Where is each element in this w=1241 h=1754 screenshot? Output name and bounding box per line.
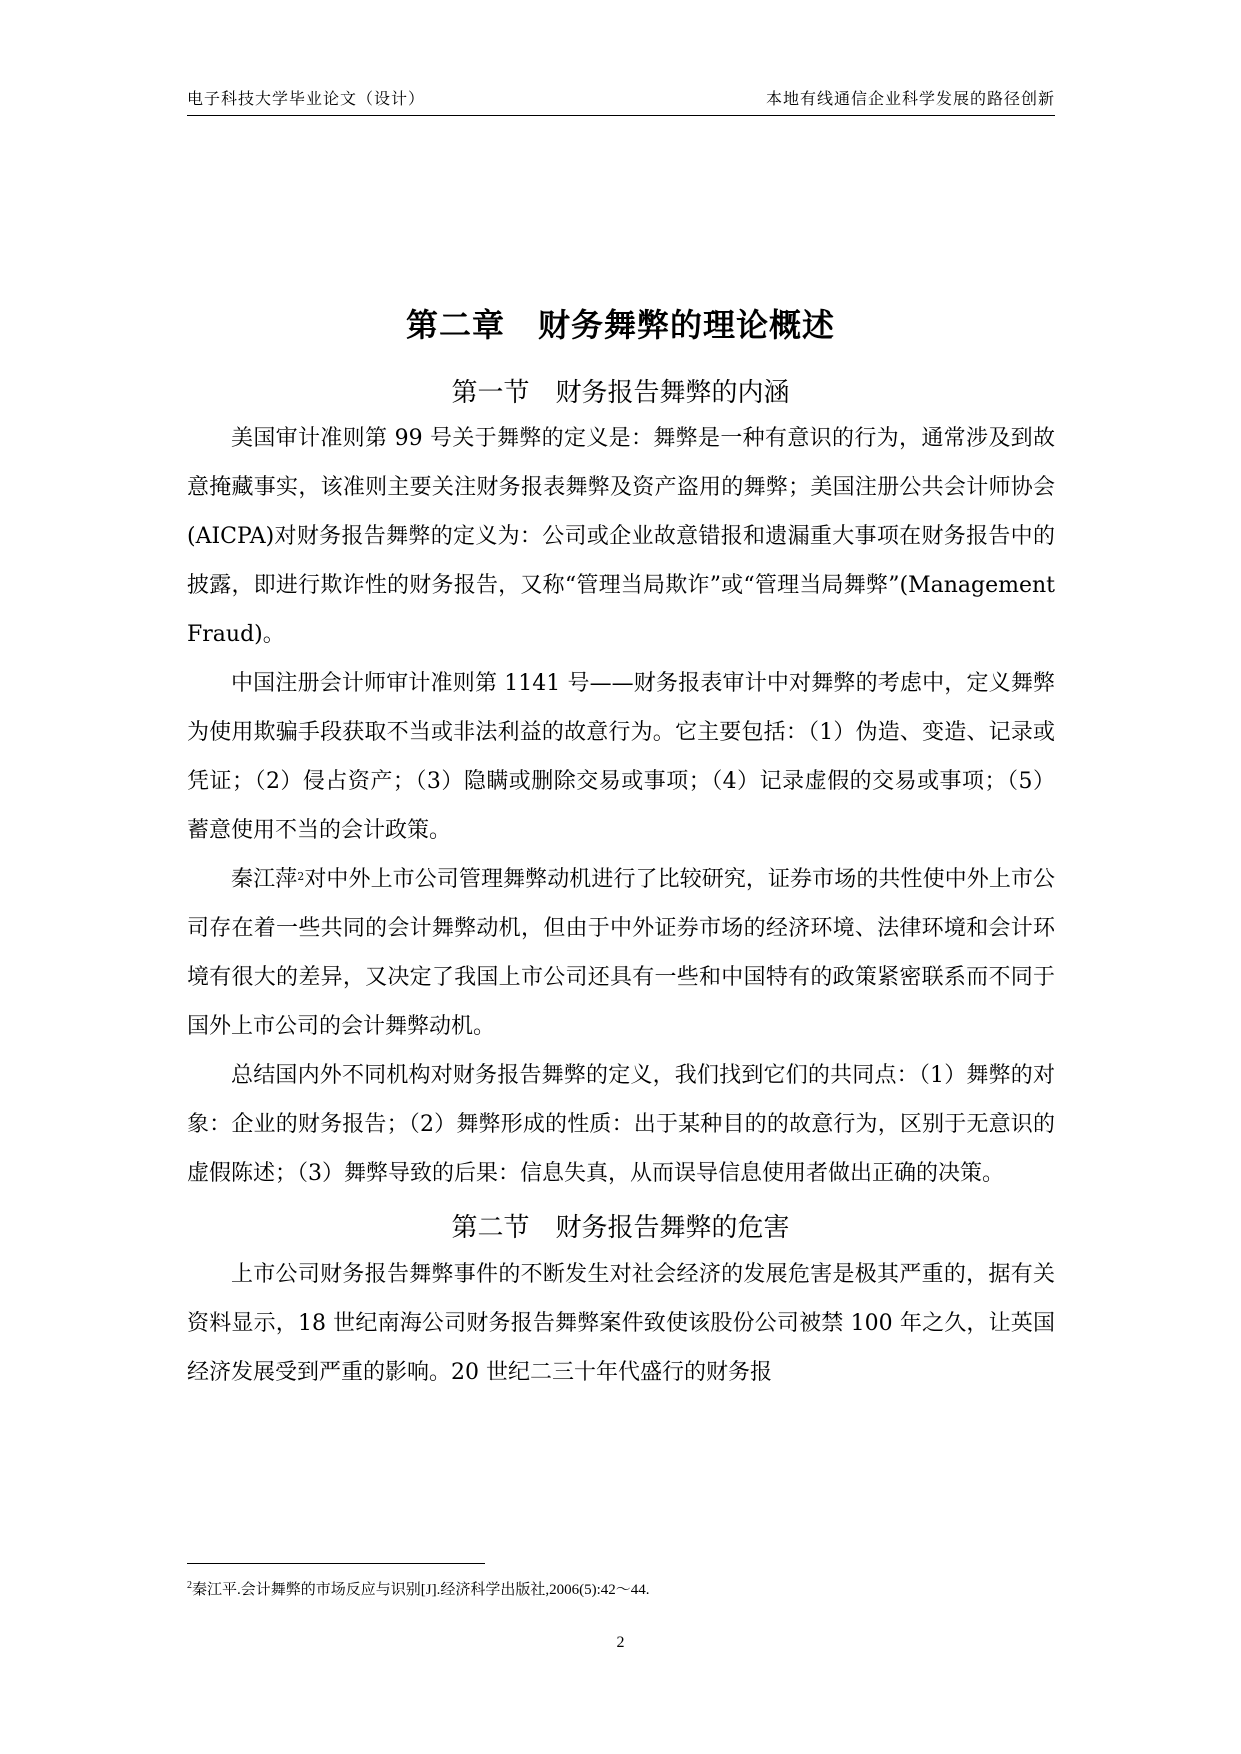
footnote-separator (187, 1563, 485, 1564)
paragraph (187, 855, 1055, 1051)
footnote (187, 1578, 650, 1599)
paragraph: 总结国内外不同机构对财务报告舞弊的定义，我们找到它们的共同点：（1）舞弊的对象：企业的财务报告；（2）舞弊形成的性质：出于某种目的的故意行为，区别于无意识的虚假陈述；（3）舞弊导致的后果：信息失真，从而误导信息使用者做出正确的决策。 (187, 1063, 1055, 1186)
footnote-reference: 2 (297, 870, 305, 883)
paragraph-text: 对中外上市公司管理舞弊动机进行了比较研究，证券市场的共性使中外上市公司存在着一些共同的会计舞弊动机，但由于中外证券市场的经济环境、法律环境和会计环境有很大的差异，又决定了我国上市公司还具有一些和中国特有的政策紧密联系而不同于国外上市公司的会计舞弊动机。 (187, 867, 1055, 1039)
chapter-title: 第二章 财务舞弊的理论概述 (405, 306, 835, 344)
header-left-title: 电子科技大学毕业论文（设计） (187, 89, 426, 108)
page-number: 2 (616, 1634, 625, 1651)
footnote-text: 秦江平.会计舞弊的市场反应与识别[J].经济科学出版社,2006(5):42～44. (192, 1582, 650, 1598)
section-1-body (187, 414, 1055, 1198)
header-rule (187, 115, 1055, 116)
paragraph: 美国审计准则第 99 号关于舞弊的定义是：舞弊是一种有意识的行为，通常涉及到故意掩藏事实，该准则主要关注财务报表舞弊及资产盗用的舞弊；美国注册公共会计师协会(AICPA)对财务报告舞弊的定义为：公司或企业故意错报和遗漏重大事项在财务报告中的披露，即进行欺诈性的财务报告，又称“管理当局欺诈”或“管理当局舞弊”(Management Fraud)。 (187, 426, 1055, 647)
page-header (187, 86, 1055, 112)
paragraph: 上市公司财务报告舞弊事件的不断发生对社会经济的发展危害是极其严重的，据有关资料显示，18 世纪南海公司财务报告舞弊案件致使该股份公司被禁 100 年之久，让英国经济发展受到严重的影响。20 世纪二三十年代盛行的财务报 (187, 1262, 1055, 1385)
section-1-title: 第一节 财务报告舞弊的内涵 (451, 378, 790, 408)
section-2-title: 第二节 财务报告舞弊的危害 (451, 1213, 790, 1243)
header-right-title: 本地有线通信企业科学发展的路径创新 (765, 89, 1055, 108)
author-name: 秦江萍 (231, 867, 298, 892)
paragraph: 中国注册会计师审计准则第 1141 号——财务报表审计中对舞弊的考虑中，定义舞弊为使用欺骗手段获取不当或非法利益的故意行为。它主要包括：（1）伪造、变造、记录或凭证；（2）侵占资产；（3）隐瞒或删除交易或事项；（4）记录虚假的交易或事项；（5）蓄意使用不当的会计政策。 (187, 671, 1056, 843)
section-2-body (187, 1250, 1055, 1397)
footnote-marker: 2 (187, 1580, 192, 1591)
